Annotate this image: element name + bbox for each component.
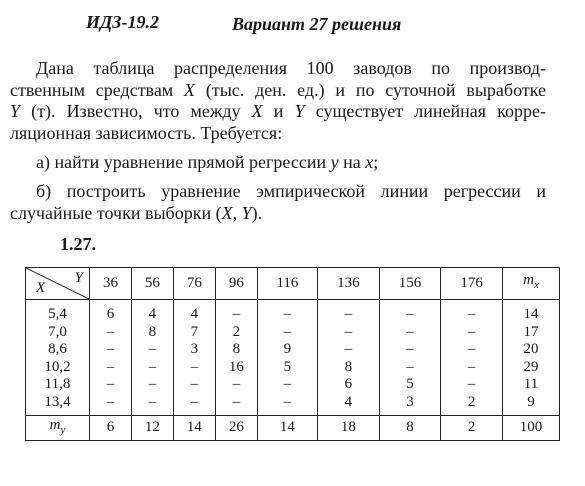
frequency-cell: – xyxy=(318,341,380,359)
task-b xyxy=(10,181,546,224)
frequency-cell: – xyxy=(173,376,215,394)
x-value: 5,4 xyxy=(26,300,90,324)
y-value: 76 xyxy=(173,268,215,300)
frequency-cell: – xyxy=(441,300,503,324)
table-row xyxy=(26,300,560,324)
frequency-cell: – xyxy=(173,394,215,416)
mx-value: 11 xyxy=(503,376,560,394)
table-footer-row xyxy=(26,416,560,441)
x-value: 10,2 xyxy=(26,359,90,377)
statement-line-4: ляционная зависимость. Требуется: xyxy=(10,122,283,143)
frequency-cell: – xyxy=(379,341,441,359)
frequency-cell: 3 xyxy=(173,341,215,359)
table-row xyxy=(26,341,560,359)
x-value: 11,8 xyxy=(26,376,90,394)
frequency-cell: – xyxy=(131,376,173,394)
frequency-cell: – xyxy=(441,359,503,377)
frequency-cell: – xyxy=(90,394,132,416)
my-header: $m_y$ xyxy=(26,416,90,441)
frequency-cell: – xyxy=(90,376,132,394)
table-row xyxy=(26,376,560,394)
table-row xyxy=(26,359,560,377)
problem-number: 1.27. xyxy=(60,234,96,254)
frequency-cell: 5 xyxy=(379,376,441,394)
mx-value: 17 xyxy=(503,324,560,342)
frequency-cell: – xyxy=(215,376,257,394)
my-value: 12 xyxy=(131,416,173,441)
frequency-cell: – xyxy=(379,300,441,324)
task-b-line-1: б) построить уравнение эмпирической линии регрессии и xyxy=(36,181,546,201)
frequency-cell: 6 xyxy=(318,376,380,394)
mx-value: 29 xyxy=(503,359,560,377)
frequency-cell: 6 xyxy=(90,300,132,324)
y-value: 176 xyxy=(441,268,503,300)
frequency-cell: – xyxy=(173,359,215,377)
table-header-row xyxy=(26,268,560,300)
y-value: 136 xyxy=(318,268,380,300)
table-row xyxy=(26,394,560,416)
problem-statement xyxy=(10,58,546,144)
correlation-table xyxy=(25,267,560,441)
frequency-cell: – xyxy=(379,359,441,377)
frequency-cell: – xyxy=(131,394,173,416)
my-value: 14 xyxy=(257,416,317,441)
frequency-cell: – xyxy=(379,324,441,342)
frequency-cell: 4 xyxy=(131,300,173,324)
frequency-cell: 4 xyxy=(173,300,215,324)
frequency-cell: – xyxy=(318,300,380,324)
frequency-cell: 8 xyxy=(215,341,257,359)
frequency-cell: – xyxy=(257,324,317,342)
frequency-cell: 5 xyxy=(257,359,317,377)
corner-y-label: Y xyxy=(74,270,83,286)
frequency-cell: – xyxy=(90,324,132,342)
my-value: 6 xyxy=(90,416,132,441)
table-body xyxy=(26,300,560,416)
frequency-cell: 4 xyxy=(318,394,380,416)
my-value: 14 xyxy=(173,416,215,441)
frequency-cell: – xyxy=(90,341,132,359)
assignment-code: ИДЗ-19.2 xyxy=(86,12,159,32)
frequency-cell: – xyxy=(441,376,503,394)
task-a: а) найти уравнение прямой регрессии y на x; xyxy=(36,152,379,172)
statement-line-1: Дана таблица распределения 100 заводов по производ- xyxy=(36,58,546,78)
y-value: 96 xyxy=(215,268,257,300)
table-row xyxy=(26,324,560,342)
y-value: 36 xyxy=(90,268,132,300)
x-value: 8,6 xyxy=(26,341,90,359)
frequency-cell: 8 xyxy=(318,359,380,377)
statement-line-3: Y (т). Известно, что между X и Y существует линейная корре- xyxy=(10,101,546,121)
my-value: 2 xyxy=(441,416,503,441)
frequency-cell: 3 xyxy=(379,394,441,416)
corner-cell xyxy=(26,268,90,300)
frequency-cell: – xyxy=(90,359,132,377)
y-value: 116 xyxy=(257,268,317,300)
frequency-cell: – xyxy=(318,324,380,342)
y-value: 156 xyxy=(379,268,441,300)
frequency-cell: 9 xyxy=(257,341,317,359)
task-b-line-2: случайные точки выборки (X, Y). xyxy=(10,202,263,223)
frequency-cell: 7 xyxy=(173,324,215,342)
frequency-cell: 8 xyxy=(131,324,173,342)
frequency-cell: – xyxy=(131,359,173,377)
frequency-cell: – xyxy=(131,341,173,359)
frequency-cell: – xyxy=(441,341,503,359)
my-value: 8 xyxy=(379,416,441,441)
y-value: 56 xyxy=(131,268,173,300)
frequency-cell: – xyxy=(215,394,257,416)
mx-header: $m_x$ xyxy=(503,268,560,300)
mx-value: 20 xyxy=(503,341,560,359)
x-value: 7,0 xyxy=(26,324,90,342)
my-value: 26 xyxy=(215,416,257,441)
frequency-cell: 2 xyxy=(441,394,503,416)
frequency-cell: – xyxy=(257,376,317,394)
mx-value: 9 xyxy=(503,394,560,416)
page-header xyxy=(0,12,585,40)
frequency-cell: 2 xyxy=(215,324,257,342)
statement-line-2: ственным средствам X (тыс. ден. ед.) и по суточной выработке xyxy=(10,79,546,100)
frequency-cell: – xyxy=(441,324,503,342)
total-value: 100 xyxy=(503,416,560,441)
frequency-cell: – xyxy=(215,300,257,324)
frequency-cell: – xyxy=(257,300,317,324)
corner-x-label: X xyxy=(36,279,46,296)
frequency-cell: 16 xyxy=(215,359,257,377)
variant-title: Вариант 27 решения xyxy=(232,14,402,34)
x-value: 13,4 xyxy=(26,394,90,416)
frequency-cell: – xyxy=(257,394,317,416)
my-value: 18 xyxy=(318,416,380,441)
mx-value: 14 xyxy=(503,300,560,324)
